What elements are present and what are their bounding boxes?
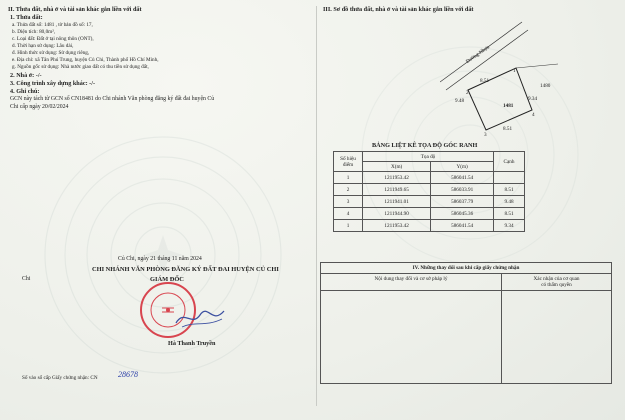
edge-left-length: 9.48 xyxy=(455,98,465,104)
table-row xyxy=(334,172,525,184)
corner-1: 1 xyxy=(513,68,516,74)
cell-y: 586037.79 xyxy=(431,196,494,208)
cell-edge xyxy=(494,172,525,184)
section1-title: 1. Thửa đất: xyxy=(10,14,43,21)
adjacent-parcel: 1480 xyxy=(540,83,551,89)
cell-y: 586041.54 xyxy=(431,220,494,232)
table-row xyxy=(334,220,525,232)
notes-line-2: Chi cấp ngày 20/02/2024 xyxy=(10,104,69,110)
cell-x: 1211949.65 xyxy=(363,184,431,196)
page-divider xyxy=(316,6,317,406)
table-row xyxy=(334,208,525,220)
drum-pattern-left xyxy=(18,130,308,380)
cell-edge: 9.48 xyxy=(494,196,525,208)
section3-title: III. Sơ đồ thửa đất, nhà ở và tài sản khác gắn liền với đất xyxy=(323,6,474,13)
cell-point: 4 xyxy=(334,208,363,220)
cell-edge: 8.51 xyxy=(494,184,525,196)
cell-edge: 9.34 xyxy=(494,220,525,232)
section2-title: II. Thửa đất, nhà ở và tài sản khác gắn liền với đất xyxy=(8,6,142,13)
cell-point: 1 xyxy=(334,172,363,184)
coords-table-title: BẢNG LIỆT KÊ TỌA ĐỘ GÓC RANH xyxy=(372,142,478,149)
notes-title: 4. Ghi chú: xyxy=(10,88,40,95)
cell-x: 1211953.42 xyxy=(363,220,431,232)
house-line: 2. Nhà ở: -/- xyxy=(10,72,42,79)
director-title: GIÁM ĐỐC xyxy=(150,276,184,283)
usage-form-line: đ. Hình thức sử dụng: Sử dụng riêng, xyxy=(12,50,90,56)
issue-date: Củ Chi, ngày 21 tháng 11 năm 2024 xyxy=(118,256,202,262)
cell-y: 586041.54 xyxy=(431,172,494,184)
parcel-number: 1481 xyxy=(503,103,514,109)
office-name: CHI NHÁNH VĂN PHÒNG ĐĂNG KÝ ĐẤT ĐAI HUYỆN CỦ CHI xyxy=(92,266,279,273)
edge-bottom-length: 8.51 xyxy=(503,126,513,132)
changes-confirm-column xyxy=(502,274,611,383)
col-point-header: Số hiệu điểm xyxy=(334,152,363,172)
address-line: e. Địa chỉ: xã Tân Phú Trung, huyện Củ Chi, Thành phố Hồ Chí Minh, xyxy=(12,57,159,63)
notes-line-1: GCN này tách từ GCN số CN18481 do Chi nhánh Văn phòng đăng ký đất đai huyện Củ xyxy=(10,96,215,102)
cell-point: 2 xyxy=(334,184,363,196)
col-y-header: Y(m) xyxy=(431,162,494,172)
corner-3: 3 xyxy=(484,132,487,138)
changes-content-column xyxy=(321,274,502,383)
edge-top-length: 8.51 xyxy=(480,78,490,84)
parcel-diagram xyxy=(440,18,560,146)
cell-point: 1 xyxy=(334,220,363,232)
land-type-line: c. Loại đất: Đất ở tại nông thôn (ONT), xyxy=(12,36,94,42)
corner-2: 2 xyxy=(466,90,469,96)
col-x-header: X(m) xyxy=(363,162,431,172)
edge-right-length: 9.34 xyxy=(528,96,538,102)
book-label: Số vào sổ cấp Giấy chứng nhận: CN xyxy=(22,375,98,381)
area-line: b. Diện tích: 80,0m², xyxy=(12,29,56,35)
book-number: 28678 xyxy=(118,370,138,379)
cell-y: 586033.91 xyxy=(431,184,494,196)
parcel-number-line: a. Thửa đất số: 1481 , tờ bản đồ số: 17, xyxy=(12,22,93,28)
term-line: d. Thời hạn sử dụng: Lâu dài, xyxy=(12,43,74,49)
table-row xyxy=(334,184,525,196)
director-signature xyxy=(172,305,232,331)
cell-y: 586045.36 xyxy=(431,208,494,220)
changes-col1-header: Nội dung thay đổi và cơ sở pháp lý xyxy=(321,274,501,291)
cell-point: 3 xyxy=(334,196,363,208)
other-works-line: 3. Công trình xây dựng khác: -/- xyxy=(10,80,96,87)
cell-x: 1211944.90 xyxy=(363,208,431,220)
changes-col2-header: Xác nhận của cơ quan có thẩm quyền xyxy=(502,274,611,291)
changes-table xyxy=(320,262,612,384)
signer-name: Hà Thanh Truyền xyxy=(168,340,216,347)
corner-4: 4 xyxy=(532,112,535,118)
cell-x: 1211953.42 xyxy=(363,172,431,184)
changes-title: IV. Những thay đổi sau khi cấp giấy chứng nhận xyxy=(321,263,611,274)
col-coord-header: Tọa độ xyxy=(363,152,494,162)
road-label: Đường Nhựa xyxy=(465,44,491,65)
col-edge-header: Cạnh xyxy=(494,152,525,172)
cell-x: 1211941.01 xyxy=(363,196,431,208)
coords-table xyxy=(333,151,525,232)
table-row xyxy=(334,196,525,208)
origin-line: g. Nguồn gốc sử dụng: Nhà nước giao đất có thu tiền sử dụng đất, xyxy=(12,64,149,70)
office-continuation: Chi xyxy=(22,276,31,282)
cell-edge: 8.51 xyxy=(494,208,525,220)
